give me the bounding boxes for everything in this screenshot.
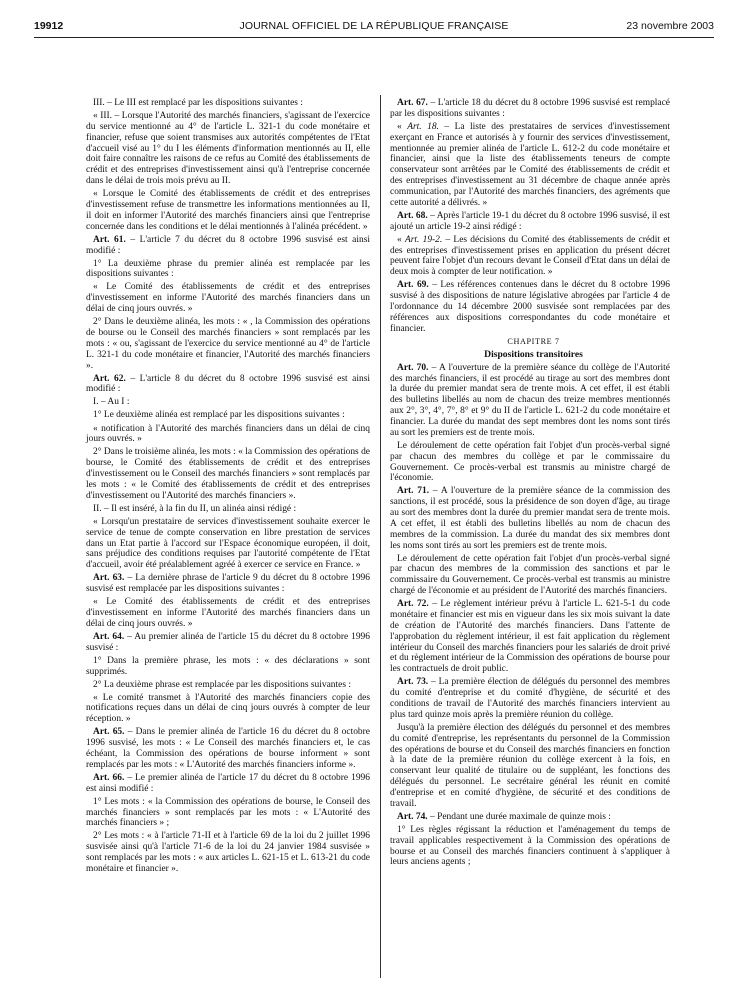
paragraph: 2° Dans le deuxième alinéa, les mots : « , la Commission des opérations de bourse ou le Conseil des marchés financiers » sont remplacés par les mots : « ou, s'agissant de l'exercice du service mentionné au 4° de l'article L. 321-1 du code monétaire et financier, l'Autorité des marchés financiers ». (86, 317, 370, 371)
article-paragraph (86, 573, 370, 595)
article-text: – Les références contenues dans le décret du 8 octobre 1996 susvisé à des dispositions de nature législative abrogées par l'article 4 de l'ordonnance du 14 décembre 2000 susvisée sont remplacées par des références aux dispositions correspondantes du code monétaire et financier. (390, 280, 670, 334)
paragraph: « Le comité transmet à l'Autorité des marchés financiers copie des notifications reçues dans un délai de cinq jours ouvrés à compter de leur réception. » (86, 692, 370, 725)
paragraph: 1° Les règles régissant la réduction et l'aménagement du temps de travail applicables respectivement à la Commission des opérations de bourse et au Conseil des marchés financiers continuent à s'appliquer à leurs anciens agents ; (390, 824, 670, 868)
chapter-heading: CHAPITRE 7 (507, 336, 560, 346)
article-paragraph (86, 374, 370, 396)
section-title: Dispositions transitoires (484, 348, 583, 360)
article-paragraph (390, 363, 670, 439)
article-paragraph (86, 632, 370, 654)
article-text: – Pendant une durée maximale de quinze mois : (427, 811, 611, 822)
article-label: Art. 65. (93, 727, 125, 738)
article-label: Art. 66. (93, 772, 125, 783)
article-label: Art. 63. (93, 573, 125, 584)
article-paragraph (390, 486, 670, 551)
article-label: Art. 73. (397, 677, 429, 688)
paragraph: I. – Au I : (93, 397, 130, 408)
article-paragraph: « Art. 19-2. – Les décisions du Comité des établissements de crédit et des entreprises d'investissement prises en application du présent décret peuvent faire l'objet d'un recours devant le Conseil d'Etat dans un délai de deux mois à compter de leur notification. » (390, 234, 671, 278)
column-divider (380, 95, 381, 978)
article-text: – Après l'article 19-1 du décret du 8 octobre 1996 susvisé, il est ajouté un article 19-2 ainsi rédigé : (390, 210, 670, 232)
article-label: Art. 62. (93, 373, 126, 384)
article-label: Art. 71. (397, 486, 430, 497)
article-paragraph: « Art. 18. – La liste des prestataires de services d'investissement exerçant en France et autorisés à y fournir des services d'investissement, mentionnée au premier alinéa de l'article L. 612-2 du code monétaire et financier, ainsi que la liste des établissements teneurs de compte conservateur sont arrêtées par le Comité des établissements de crédit et des entreprises d'investissement au 31 décembre de chaque année après communication, par l'Autorité des marchés financiers, des agréments que cette autorité a délivrés. » (390, 121, 670, 208)
article-text: – La première élection de délégués du personnel des membres du comité d'entreprise et du comité d'hygiène, de sécurité et des conditions de travail de l'Autorité des marchés financiers intervient au plus tard quinze mois après la première réunion du collège. (390, 677, 670, 720)
article-text: – La liste des prestataires de services d'investissement exerçant en France et autorisés à y fournir des services d'investissement, mentionnée au premier alinéa de l'article L. 612-2 du code monétaire et financier, ainsi que la liste des établissements teneurs de compte conservateur sont arrêtées par le Comité des établissements de crédit et des entreprises d'investissement au 31 décembre de chaque année après communication, par l'Autorité des marchés financiers, des agréments que cette autorité a délivrés. » (390, 121, 670, 208)
journal-title: JOURNAL OFFICIEL DE LA RÉPUBLIQUE FRANÇAISE (239, 20, 509, 32)
article-paragraph (390, 98, 670, 120)
article-text: – A l'ouverture de la première séance de la commission des sanctions, il est procédé, sous la présidence de son doyen d'âge, au tirage au sort des membres dont la durée du premier mandat sera de trente mois. A cet effet, il est établi des bulletins libellés au nom de chacun des membres de la commission. La durée du mandat des six membres dont les noms sont tirés au sort les premiers est de trente mois. (390, 486, 670, 551)
article-text: – Le premier alinéa de l'article 17 du décret du 8 octobre 1996 est ainsi modifié : (86, 772, 370, 794)
article-label: Art. 69. (397, 280, 429, 291)
article-label: Art. 72. (397, 599, 429, 610)
paragraph: 2° Dans le troisième alinéa, les mots : « la Commission des opérations de bourse, le Comité des établissements de crédit et des entreprises d'investissement ou le Conseil des marchés financiers » sont remplacés par les mots : « le Comité des établissements de crédit et des entreprises d'investissement ou l'Autorité des marchés financiers ». (86, 447, 370, 501)
paragraph: « Le Comité des établissements de crédit et des entreprises d'investissement en informe l'Autorité des marchés financiers dans un délai de cinq jours ouvrés. » (86, 597, 370, 629)
paragraph: Le déroulement de cette opération fait l'objet d'un procès-verbal signé par chacun des membres de la commission des sanctions et par le commissaire du Gouvernement. Ce procès-verbal est transmis au ministre chargé de l'économie et au président de l'Autorité des marchés financiers. (390, 553, 670, 597)
left-column (86, 98, 370, 877)
right-column (390, 98, 670, 870)
header-rule (34, 37, 714, 38)
article-label: Art. 61. (93, 234, 126, 245)
article-text: – Dans le premier alinéa de l'article 16 du décret du 8 octobre 1996 susvisé, les mots : « Le Conseil des marchés financiers et, le cas échéant, la Commission des opérations de bourse informent » sont remplacés par les mots : « L'Autorité des marchés financiers informe ». (86, 727, 370, 770)
article-paragraph (390, 280, 670, 334)
paragraph: « Lorsqu'un prestataire de services d'investissement souhaite exercer le service de tenue de compte conservation en libre prestation de services dans un Etat partie à l'accord sur l'Espace économique européen, il doit, sans préjudice des conditions requises par l'autorité compétente de l'Etat d'accueil, avoir été préalablement agréé à exercer ce service en France. » (86, 516, 370, 571)
page-header (34, 20, 714, 36)
article-paragraph (390, 211, 670, 233)
paragraph: « notification à l'Autorité des marchés financiers dans un délai de cinq jours ouvrés. » (86, 423, 370, 445)
article-label: Art. 74. (397, 811, 428, 822)
article-paragraph (86, 727, 370, 770)
paragraph: II. – Il est inséré, à la fin du II, un alinéa ainsi rédigé : (93, 503, 297, 514)
article-paragraph (390, 677, 670, 720)
paragraph: « Le Comité des établissements de crédit et des entreprises d'investissement en informe l'Autorité des marchés financiers dans un délai de cinq jours ouvrés. » (86, 282, 370, 315)
paragraph: 1° Dans la première phrase, les mots : « des déclarations » sont supprimés. (86, 655, 370, 677)
paragraph: 1° Les mots : « la Commission des opérations de bourse, le Conseil des marchés financiers » sont remplacés par les mots : « L'Autorité des marchés financiers » ; (86, 796, 370, 829)
article-paragraph (86, 235, 370, 257)
article-text: – Les décisions du Comité des établissements de crédit et des entreprises d'investissement prises en application du présent décret peuvent faire l'objet d'un recours devant le Conseil d'Etat dans un délai de deux mois à compter de leur notification. » (390, 234, 671, 278)
paragraph: 1° La deuxième phrase du premier alinéa est remplacée par les dispositions suivantes : (86, 258, 370, 280)
article-label: Art. 18. (407, 121, 439, 132)
article-label: Art. 19-2. (404, 234, 443, 245)
article-text: – La dernière phrase de l'article 9 du décret du 8 octobre 1996 susvisé est remplacée par les dispositions suivantes : (86, 573, 370, 595)
article-paragraph (390, 599, 670, 675)
article-paragraph (86, 773, 370, 795)
article-label: Art. 70. (397, 362, 429, 373)
article-label: Art. 68. (397, 210, 428, 221)
article-paragraph (390, 812, 670, 823)
paragraph: « III. – Lorsque l'Autorité des marchés financiers, s'agissant de l'exercice du service mentionné au 4° de l'article L. 321-1 du code monétaire et financier, refuse que soient transmises aux autorités compétentes de l'Etat d'accueil visé au 1° du I les éléments d'information mentionnés au II, elle doit faire connaître les raisons de ce refus au Comité des établissements de crédit et des entreprises d'investissement ainsi qu'à l'entreprise concernée dans le délai de trois mois prévu au II. (86, 111, 370, 187)
paragraph: « Lorsque le Comité des établissements de crédit et des entreprises d'investissement refuse de transmettre les informations mentionnées au II, il doit en informer l'Autorité des marchés financiers ainsi que l'entreprise concernée dans les conditions et le délai mentionnés à l'alinéa précédent. » (86, 189, 370, 232)
article-text: – L'article 7 du décret du 8 octobre 1996 susvisé est ainsi modifié : (86, 234, 370, 256)
article-text: – A l'ouverture de la première séance du collège de l'Autorité des marchés financiers, il est procédé au tirage au sort des membres dont la durée du premier mandat sera de trente mois. A cet effet, il est établi des bulletins libellés au nom de chacun des treize membres mentionnés aux 2°, 3°, 4°, 7°, 8° et 9° du II de l'article L. 621-2 du code monétaire et financier. La durée du mandat des sept membres dont les noms sont tirés au sort les premiers est de trente mois. (390, 362, 670, 438)
paragraph: 2° Les mots : « à l'article 71-II et à l'article 69 de la loi du 2 juillet 1996 susvisée ainsi qu'à l'article 71-6 de la loi du 24 janvier 1984 susvisée » sont remplacés par les mots : « aux articles L. 621-15 et L. 613-21 du code monétaire et financier ». (86, 831, 370, 874)
paragraph: III. – Le III est remplacé par les dispositions suivantes : (93, 98, 303, 108)
paragraph: Jusqu'à la première élection des délégués du personnel et des membres du comité d'entreprise, les représentants du personnel de la Commission des opérations de bourse et du Conseil des marchés financiers en fonction à la date de la première réunion du collège exercent à la fois, en conservant leur qualité de titulaire ou de suppléant, les fonctions des délégués du personnel. Le secrétaire général les réunit en comité d'entreprise et en comité d'hygiène, de sécurité et des conditions de travail. (390, 722, 670, 809)
page-number: 19912 (34, 20, 64, 32)
publication-date: 23 novembre 2003 (626, 20, 714, 32)
article-text: – L'article 18 du décret du 8 octobre 1996 susvisé est remplacé par les dispositions suivantes : (390, 98, 670, 119)
paragraph: 1° Le deuxième alinéa est remplacé par les dispositions suivantes : (93, 410, 345, 421)
article-text: – Le règlement intérieur prévu à l'article L. 621-5-1 du code monétaire et financier est mis en vigueur dans les six mois suivant la date de création de l'Autorité des marchés financiers. Dans l'attente de l'approbation du règlement intérieur, il est fait application du règlement intérieur du Conseil des marchés financiers pour les salariés de droit privé et du règlement intérieur de la Commission des opérations de bourse pour les contractuels de droit public. (390, 599, 670, 675)
article-label: Art. 67. (397, 98, 428, 108)
article-text: – L'article 8 du décret du 8 octobre 1996 susvisé est ainsi modifié : (86, 373, 370, 395)
article-label: Art. 64. (93, 631, 125, 642)
paragraph: 2° La deuxième phrase est remplacée par les dispositions suivantes : (93, 679, 351, 690)
article-text: – Au premier alinéa de l'article 15 du décret du 8 octobre 1996 susvisé : (86, 631, 370, 653)
paragraph: Le déroulement de cette opération fait l'objet d'un procès-verbal signé par chacun des membres du collège et par le commissaire du Gouvernement. Ce procès-verbal est transmis au ministre chargé de l'économie. (390, 440, 670, 484)
